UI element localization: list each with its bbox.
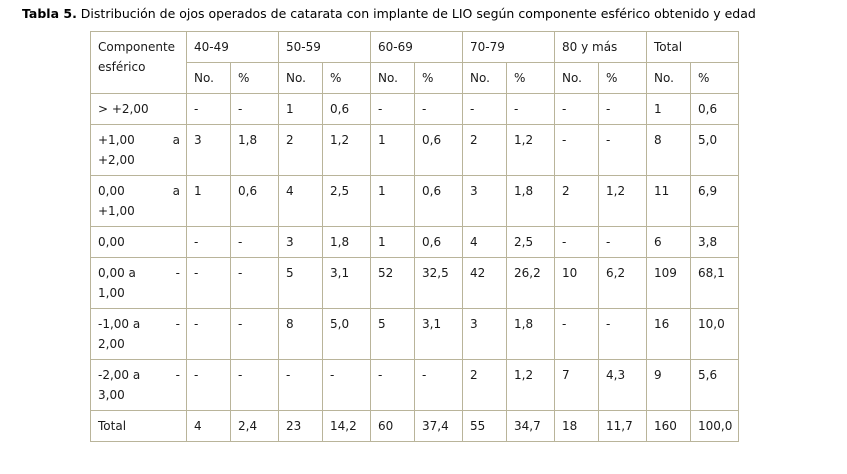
table-row [91, 309, 739, 360]
cell-value: - [187, 227, 231, 258]
table-row [91, 125, 739, 176]
subheader-pct-70-79: % [507, 63, 555, 94]
subheader-no-total: No. [647, 63, 691, 94]
cell-value: 6 [647, 227, 691, 258]
cell-value: 6,9 [691, 176, 739, 227]
cell-value: - [187, 309, 231, 360]
cell-value: 0,6 [231, 176, 279, 227]
table-row [91, 176, 739, 227]
row-label-part-1: > +2,00 [98, 102, 149, 116]
cell-value: 60 [371, 411, 415, 442]
table-row-total [91, 411, 739, 442]
cell-value: 4 [187, 411, 231, 442]
cell-value: 3 [463, 176, 507, 227]
cell-value: 3,1 [323, 258, 371, 309]
cell-value: - [279, 360, 323, 411]
cell-value: 7 [555, 360, 599, 411]
cell-value: 1 [187, 176, 231, 227]
table-caption [22, 6, 756, 22]
cell-value: - [415, 360, 463, 411]
row-label-line2: +2,00 [98, 153, 135, 167]
table-container [90, 31, 738, 442]
subheader-pct-50-59: % [323, 63, 371, 94]
cell-value: 2,4 [231, 411, 279, 442]
cell-value: 1 [371, 125, 415, 176]
cell-value: - [231, 227, 279, 258]
row-label-part-2: - [175, 317, 180, 331]
cell-value: - [231, 258, 279, 309]
row-label-part-2: - [175, 266, 180, 280]
table-header-row-subheaders [91, 63, 739, 94]
row-label-line2: 2,00 [98, 337, 125, 351]
cell-value: 9 [647, 360, 691, 411]
header-cell-age-70-79: 70-79 [463, 32, 555, 63]
row-label-part-1: 0,00 [98, 184, 125, 198]
cell-value: 2 [463, 360, 507, 411]
cell-value: - [323, 360, 371, 411]
cell-value: 10 [555, 258, 599, 309]
cell-value: 23 [279, 411, 323, 442]
table-caption-label: Tabla 5. [22, 6, 77, 21]
row-label [91, 176, 187, 227]
cell-value: 10,0 [691, 309, 739, 360]
subheader-pct-40-49: % [231, 63, 279, 94]
cell-value: 1 [371, 227, 415, 258]
cell-value: 5,0 [691, 125, 739, 176]
cell-value: - [371, 94, 415, 125]
cell-value: 16 [647, 309, 691, 360]
header-cell-age-60-69: 60-69 [371, 32, 463, 63]
cell-value: - [555, 94, 599, 125]
cell-value: - [463, 94, 507, 125]
cell-value: 1 [371, 176, 415, 227]
cell-value: 34,7 [507, 411, 555, 442]
cell-value: 1 [279, 94, 323, 125]
subheader-pct-80-plus: % [599, 63, 647, 94]
cell-value: - [555, 125, 599, 176]
cell-value: 3 [279, 227, 323, 258]
row-label-part-1: +1,00 [98, 133, 135, 147]
header-cell-component [91, 32, 187, 94]
cell-value: - [555, 309, 599, 360]
header-cell-age-40-49: 40-49 [187, 32, 279, 63]
row-label-total [91, 411, 187, 442]
table-row [91, 94, 739, 125]
cell-value: 1,2 [507, 360, 555, 411]
table-row [91, 227, 739, 258]
cell-value: 100,0 [691, 411, 739, 442]
cell-value: 8 [647, 125, 691, 176]
cell-value: 5 [371, 309, 415, 360]
cell-value: - [599, 309, 647, 360]
header-cell-age-80-plus: 80 y más [555, 32, 647, 63]
row-label-line2: 3,00 [98, 388, 125, 402]
cell-value: 2 [279, 125, 323, 176]
cell-value: 1,8 [507, 309, 555, 360]
header-cell-age-50-59: 50-59 [279, 32, 371, 63]
cell-value: 0,6 [415, 176, 463, 227]
table-row [91, 360, 739, 411]
header-component-line1: Componente [98, 40, 176, 54]
cell-value: 2 [555, 176, 599, 227]
cell-value: - [599, 125, 647, 176]
subheader-pct-60-69: % [415, 63, 463, 94]
table-row [91, 258, 739, 309]
cell-value: 0,6 [691, 94, 739, 125]
cell-value: 32,5 [415, 258, 463, 309]
row-label-part-1: -1,00 a [98, 317, 141, 331]
cell-value: 4 [463, 227, 507, 258]
cell-value: - [187, 258, 231, 309]
subheader-no-70-79: No. [463, 63, 507, 94]
cell-value: 11 [647, 176, 691, 227]
row-label-part-2: - [175, 368, 180, 382]
header-cell-total: Total [647, 32, 739, 63]
subheader-no-40-49: No. [187, 63, 231, 94]
cell-value: 1,8 [507, 176, 555, 227]
cell-value: 18 [555, 411, 599, 442]
cell-value: 1,8 [231, 125, 279, 176]
subheader-no-50-59: No. [279, 63, 323, 94]
cell-value: - [371, 360, 415, 411]
row-label [91, 360, 187, 411]
cell-value: 1,2 [507, 125, 555, 176]
cell-value: - [599, 227, 647, 258]
cell-value: - [507, 94, 555, 125]
cell-value: 42 [463, 258, 507, 309]
cell-value: - [231, 309, 279, 360]
row-label-part-2: a [172, 133, 180, 147]
cell-value: - [231, 360, 279, 411]
subheader-no-60-69: No. [371, 63, 415, 94]
row-label-line2: 1,00 [98, 286, 125, 300]
cell-value: 1,2 [599, 176, 647, 227]
row-label-part-1: 0,00 a [98, 266, 136, 280]
cell-value: 2,5 [323, 176, 371, 227]
cell-value: 3,8 [691, 227, 739, 258]
header-component-line2: esférico [98, 60, 146, 74]
cell-value: - [555, 227, 599, 258]
cell-value: 26,2 [507, 258, 555, 309]
cell-value: 4 [279, 176, 323, 227]
cell-value: 3 [187, 125, 231, 176]
cell-value: 14,2 [323, 411, 371, 442]
cell-value: 0,6 [323, 94, 371, 125]
cell-value: 1 [647, 94, 691, 125]
row-label-part-1: -2,00 a [98, 368, 141, 382]
table-header-row-groups [91, 32, 739, 63]
row-label-part-1: Total [98, 419, 127, 433]
cell-value: 1,8 [323, 227, 371, 258]
cell-value: 160 [647, 411, 691, 442]
row-label [91, 309, 187, 360]
cell-value: 6,2 [599, 258, 647, 309]
cell-value: 5,0 [323, 309, 371, 360]
cell-value: - [187, 94, 231, 125]
cell-value: 5,6 [691, 360, 739, 411]
cell-value: 0,6 [415, 125, 463, 176]
row-label [91, 125, 187, 176]
subheader-pct-total: % [691, 63, 739, 94]
cell-value: 55 [463, 411, 507, 442]
cell-value: 8 [279, 309, 323, 360]
cell-value: 3,1 [415, 309, 463, 360]
row-label [91, 94, 187, 125]
cell-value: 3 [463, 309, 507, 360]
cell-value: 4,3 [599, 360, 647, 411]
cell-value: 1,2 [323, 125, 371, 176]
cell-value: - [231, 94, 279, 125]
table-caption-text: Distribución de ojos operados de catarata con implante de LIO según componente esférico obtenido y edad [76, 6, 756, 21]
cell-value: - [187, 360, 231, 411]
row-label-part-2: a [172, 184, 180, 198]
cell-value: 5 [279, 258, 323, 309]
cell-value: 2,5 [507, 227, 555, 258]
spherical-component-by-age-table [90, 31, 739, 442]
cell-value: 68,1 [691, 258, 739, 309]
cell-value: 2 [463, 125, 507, 176]
row-label-part-1: 0,00 [98, 235, 125, 249]
cell-value: 11,7 [599, 411, 647, 442]
row-label [91, 258, 187, 309]
cell-value: 52 [371, 258, 415, 309]
row-label [91, 227, 187, 258]
cell-value: 37,4 [415, 411, 463, 442]
cell-value: - [599, 94, 647, 125]
cell-value: - [415, 94, 463, 125]
cell-value: 0,6 [415, 227, 463, 258]
subheader-no-80-plus: No. [555, 63, 599, 94]
cell-value: 109 [647, 258, 691, 309]
row-label-line2: +1,00 [98, 204, 135, 218]
